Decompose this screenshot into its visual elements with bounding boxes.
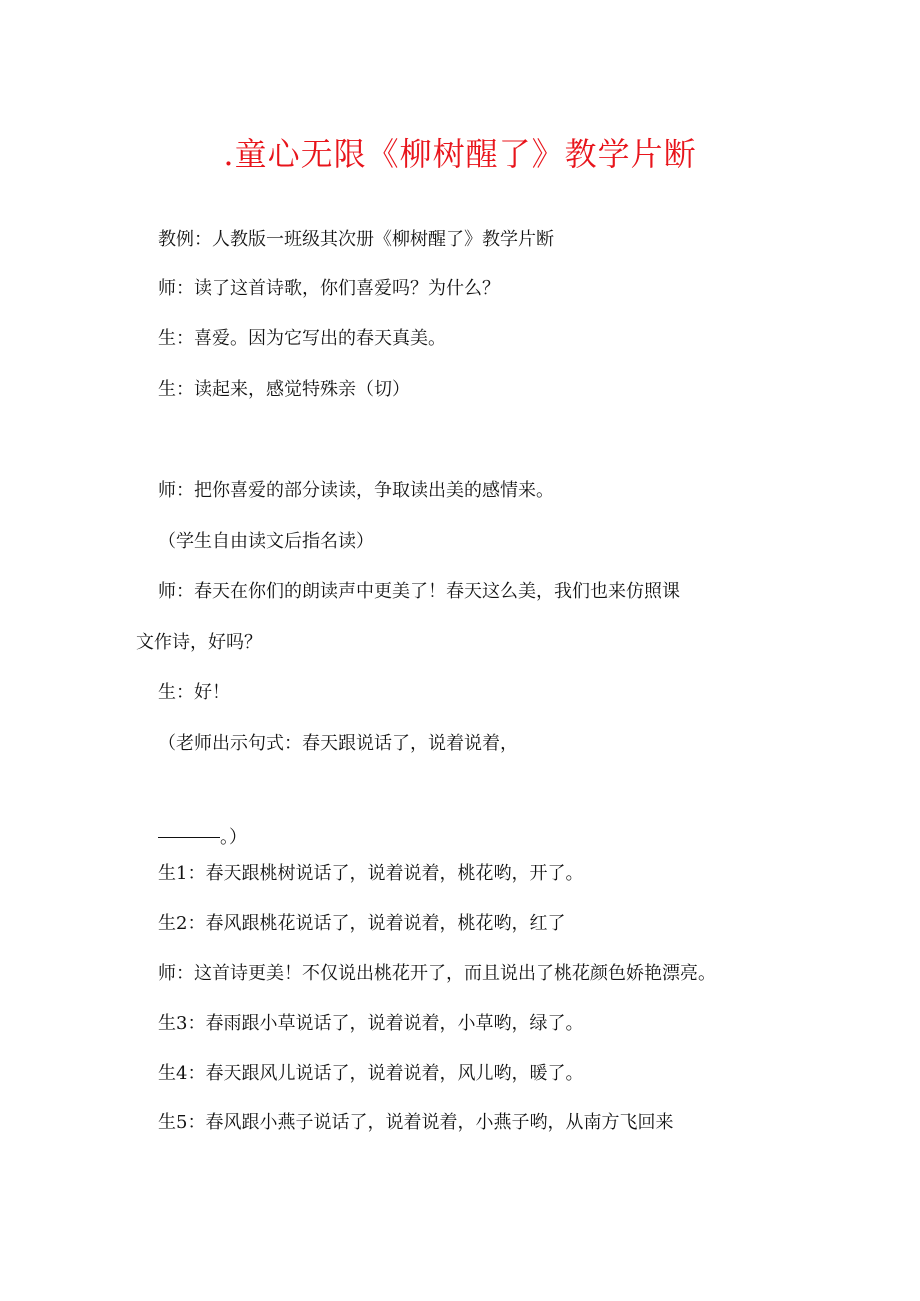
blank-underline [158,837,220,838]
text-line-teacher-prompt: 师：春天在你们的朗读声中更美了！春天这么美，我们也来仿照课 [158,581,680,602]
document-title: .童心无限《柳树醒了》教学片断 [223,135,697,173]
text-line-teacher-question: 师：读了这首诗歌，你们喜爱吗？为什么？ [158,278,500,299]
text-line-student-1: 生1：春天跟桃树说话了，说着说着，桃花哟，开了。 [158,863,584,884]
text-line-teacher-instruction: 师：把你喜爱的部分读读，争取读出美的感情来。 [158,480,554,501]
text-line-student-agree: 生：好！ [158,682,230,703]
text-line-stage-direction: （学生自由读文后指名读） [158,531,374,552]
text-line-fill-in-blank [158,825,247,851]
text-line-teaching-example: 教例：人教版一班级其次册《柳树醒了》教学片断 [158,229,554,250]
text-line-teacher-prompt-continued: 文作诗，好吗？ [136,632,262,653]
text-line-student-4: 生4：春天跟风儿说话了，说着说着，风儿哟，暖了。 [158,1063,584,1084]
text-line-student-5: 生5：春风跟小燕子说话了，说着说着，小燕子哟，从南方飞回来 [158,1112,674,1133]
text-line-sentence-pattern: （老师出示句式：春天跟说话了，说着说着， [158,733,518,754]
text-line-teacher-praise: 师：这首诗更美！不仅说出桃花开了，而且说出了桃花颜色娇艳漂亮。 [158,963,716,984]
blank-line-end: 。） [220,827,247,848]
text-line-student-3: 生3：春雨跟小草说话了，说着说着，小草哟，绿了。 [158,1013,584,1034]
text-line-student-answer-2: 生：读起来，感觉特殊亲（切） [158,379,410,400]
text-line-student-2: 生2：春风跟桃花说话了，说着说着，桃花哟，红了 [158,913,566,934]
text-line-student-answer-1: 生：喜爱。因为它写出的春天真美。 [158,328,446,349]
